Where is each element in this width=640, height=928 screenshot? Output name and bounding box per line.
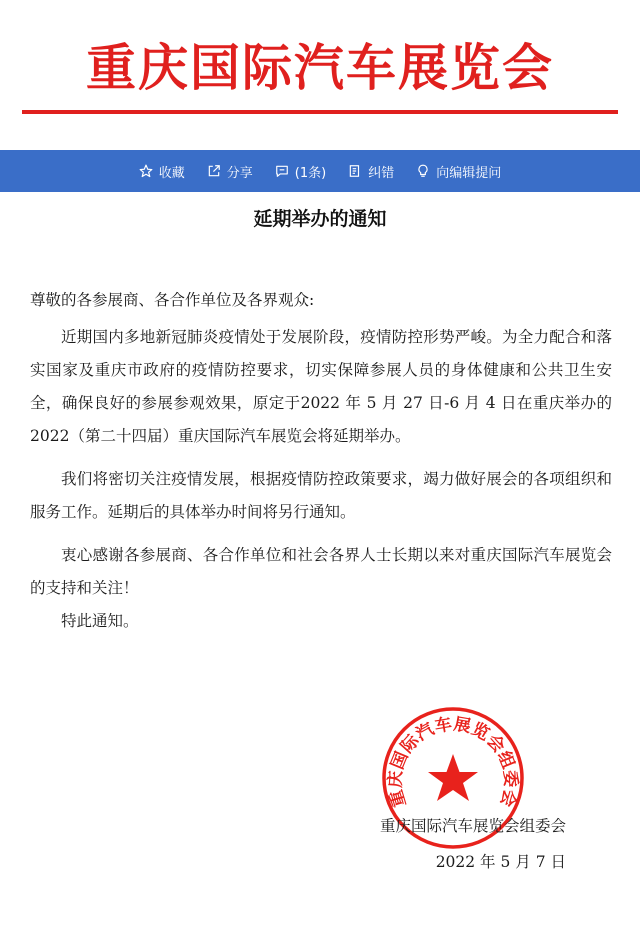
ask-editor-label: 向编辑提问 <box>436 165 502 181</box>
paragraph-2: 我们将密切关注疫情发展，根据疫情防控政策要求，竭力做好展会的各项组织和服务工作。延期后的具体举办时间将另行通知。 <box>30 470 612 521</box>
comment-icon <box>275 164 289 178</box>
masthead-rule <box>22 110 618 114</box>
favorite-button[interactable] <box>139 162 185 181</box>
paragraph-1: 近期国内多地新冠肺炎疫情处于发展阶段，疫情防控形势严峻。为全力配合和落实国家及重庆市政府的疫情防控要求，切实保障参展人员的身体健康和公共卫生安全，确保良好的参展参观效果，原定于2022 年 5 月 27 日-6 月 4 日在重庆举办的 2022（第二十四届）重庆国际汽车展览会将延期举办。 <box>30 328 612 445</box>
star-icon <box>139 164 153 178</box>
share-icon <box>207 164 221 178</box>
masthead-title: 重庆国际汽车展览会 <box>86 38 554 97</box>
paragraph-3: 衷心感谢各参展商、各合作单位和社会各界人士长期以来对重庆国际汽车展览会的支持和关注！ <box>30 546 612 597</box>
paragraph-4: 特此通知。 <box>61 612 139 630</box>
share-button[interactable] <box>207 162 253 181</box>
ask-editor-button[interactable] <box>416 162 501 181</box>
seal-text: 重庆国际汽车展览会组委会 <box>385 714 521 810</box>
seal-star-icon <box>428 754 478 801</box>
comment-count: (1条) <box>294 165 327 181</box>
salutation: 尊敬的各参展商、各合作单位及各界观众: <box>30 291 315 309</box>
issue-date: 2022 年 5 月 7 日 <box>435 853 566 871</box>
favorite-label: 收藏 <box>158 165 185 181</box>
lightbulb-icon <box>416 164 430 178</box>
signature: 重庆国际汽车展览会组委会 <box>379 817 566 835</box>
notice-title: 延期举办的通知 <box>253 208 387 230</box>
action-toolbar <box>0 150 640 192</box>
share-label: 分享 <box>226 165 253 181</box>
notice-body <box>30 284 612 638</box>
correction-label: 纠错 <box>368 165 395 181</box>
comment-button[interactable] <box>275 162 326 181</box>
edit-icon <box>348 164 362 178</box>
correction-button[interactable] <box>348 162 394 181</box>
